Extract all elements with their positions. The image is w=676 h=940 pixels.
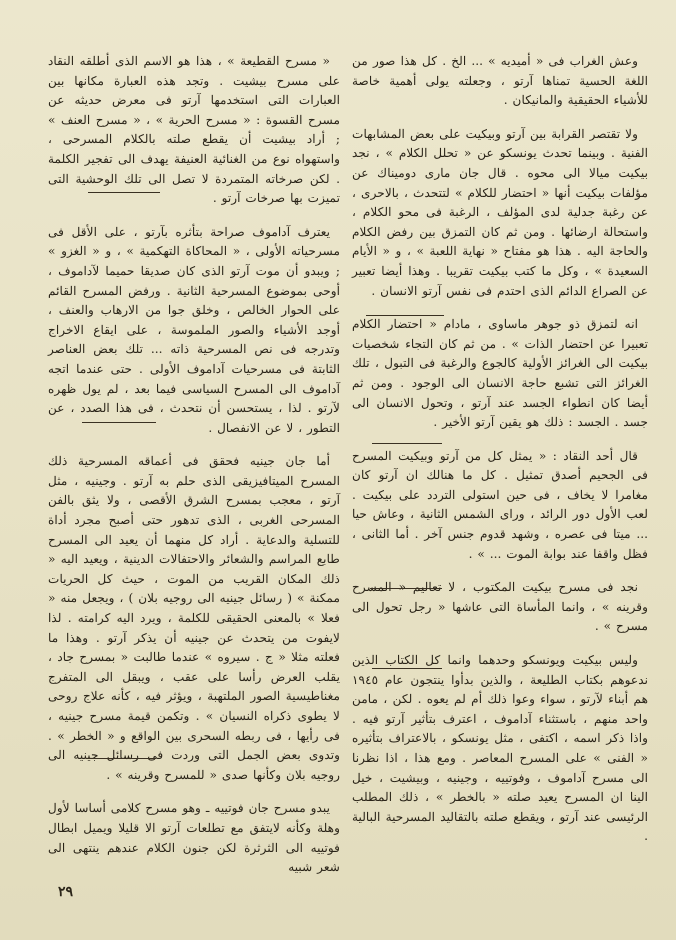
separator-rule	[82, 422, 156, 423]
left-paragraph-3: أما جان جينيه فحقق فى أعماقه المسرحية ذلك المسرح الميتافيزيقى الذى حلم به آرتو . وجينيه ، مثل آرتو ، معجب بمسرح الشرق الأقصى ، ولا يثق بالفن المسرحى الغربى ، الذى تدهور حتى أصبح مجرد أداة للتسلية والدعاية . أراد كل منهما أن يعيد الى المسرح طابع المراسم والشعائر والاحتفالات الدينية ، ويعيد اليه « ذلك المكان القريب من الموت ، حيث كل الحريات ممكنة » ( رسائل جينيه الى روجيه بلان ) ، ويجعل منه « فعلا » بالمعنى الحقيقى للكلمة ، ويرد اليه كرامته . لذا لايفوت من يتحدث عن جينيه أن يذكر آرتو . وهذا ما فعلته مثلا « ج . سيروه » عندما طالبت « بمسرح جاد ، يقلب العرض رأسا على عقب ، ويبقل الى المتفرج مغناطيسية الصور الملتهبة ، ويؤثر فيه ، كأنه علاج روحى لا يطوى ذكراه النسيان » . وتكمن قيمة مسرح جينيه ، فى رأيها ، فى ربطه السحرى بين الواقع و « الخطر » . وتدوى بعض الجمل التى وردت فى رسائل جينيه الى روجيه بلان وكأنها صدى « للمسرح وقرينه » .	[48, 454, 340, 782]
separator-rule	[366, 315, 444, 316]
separator-rule	[372, 443, 442, 444]
separator-rule	[370, 588, 442, 589]
separator-rule	[88, 192, 160, 193]
left-paragraph-1: « مسرح القطيعة » ، هذا هو الاسم الذى أطلقه النقاد على مسرح بيشيت . وتجد هذه العبارة مكانها بين العبارات التى استخدمها آرتو فى معرض حديثه عن مسرح القسوة : « مسرح الحرية » ، « مسرح العنف » ; أراد بيشيت أن يقطع صلته بالكلام المسرحى ، واستهواه نوع من الغنائية العنيفة يهدف الى تفجير الكلمة . لكن صرخاته المتمردة لا تصل الى تلك الوحشية التى تميزت بها صرخات آرتو .	[48, 54, 340, 206]
right-paragraph-3: انه لتمزق ذو جوهر ماساوى ، مادام « احتضار الكلام تعبيرا عن احتضار الذات » . من ثم كان التجاء شخصيات بيكيت الى الغرائز الأولية كالجوع والرغبة فى التبول ، تلك الغرائز التى تشبع حاجة الانسان الى الوجود . ومن ثم أيضا كان انطواء الجسد عند آرتو ، وتحول الانسان الى جسد . الجسد : ذلك هو يقين آرتو الأخير .	[352, 317, 648, 430]
left-paragraph-4: يبدو مسرح جان فوتييه ـ وهو مسرح كلامى أساسا لأول وهلة وكأنه لايتفق مع تطلعات آرتو الا قليلا ويميل ابطال فوتييه الى الثرثرة لكن جنون الكلام عندهم ينتهى الى شعر شبيه	[48, 801, 340, 875]
left-paragraph-2: يعترف آداموف صراحة بتأثره بآرتو ، على الأقل فى مسرحياته الأولى ، « المحاكاة التهكمية » ، و « الغزو » ; ويبدو أن موت آرتو الذى كان صديقا حميما لآداموف ، أوحى بموضوع المسرحية الثانية . ورفض المسرح القائم على الحوار الخالص ، وخلق جوا من الارهاب والعنف ، أوجد الأشياء والصور الملموسة ، على ايقاع الاخراج وتدرجه فى نص المسرحية ذاته ... تلك بعض العناصر الثابتة فى مسرحيات آداموف الأولى . حتى عندما اتجه آداموف الى المسرح السياسى فيما بعد ، لم يول ظهره لآرتو . لذا ، يستحسن أن نتحدث ، فى هذا الصدد ، عن التطور ، لا عن الانفصال .	[48, 224, 340, 435]
right-paragraph-4: قال أحد النقاد : « يمثل كل من آرتو وبيكيت المسرح فى الجحيم أصدق تمثيل . كل ما هنالك ان آرتو كان مغامرا لا يخاف ، فى حين استولى التردد على بيكيت . لعب الأول دور الرائد ، وراى الشمس الثانية ، وعاش حيا ... ميتا فى عصره ، وشهد قدوم جنس آخر . أما الثانى ، فظل واقفا عند بوابة الموت ... » .	[352, 448, 648, 561]
right-column	[352, 52, 648, 861]
right-paragraph-6: وليس بيكيت ويونسكو وحدهما وانما كل الكتاب الذين ندعوهم بكتاب الطليعة ، والذين بدأوا ينتجون عام ١٩٤٥ هم أبناء لآرتو ، سواء وعوا ذلك أم لم يعوه . لكن ، مامن واحد منهم ، باستثناء آداموف ، اعترف بتأثير آرتو فيه . واذا ذكر اسمه ، اكتفى ، مثل يونسكو ، بالاعتراف بتأثيره « الفنى » على المسرح المعاصر . ومع هذا ، اذا نظرنا الى مسرح آداموف ، وفوتييه ، وجينيه ، وبيشيت ، خيل الينا ان المسرح يعيد صلته « بالخطر » ، ذلك المطلب الرئيسى عند آرتو ، ويقطع صلته بالتقاليد المسرحية البالية .	[352, 653, 648, 844]
right-paragraph-5: نجد فى مسرح بيكيت المكتوب ، لا تعاليم « المسرح وقرينه » ، وانما المأساة التى عاشها « رجل تحول الى مسرح » .	[352, 580, 648, 634]
right-paragraph-2: ولا تقتصر القرابة بين آرتو وبيكيت على بعض المشابهات الفنية . وبينما تحدث يونسكو عن « تحلل الكلام » ، نجد بيكيت ميالا الى محوه . قال جان مارى دوميناك عن مؤلفات بيكيت أنها « احتضار للكلام » لتتحدث ، بالاحرى ، عن رغبة جدلية لدى المؤلف ، الرغبة فى محو الكلام ، واستحالة ارضائها . ومن ثم كان التمزق بين رفض الكلام والحاجة اليه . هذا هو مفتاح « نهاية اللعبة » ، و « الأيام السعيدة » ، وكل ما كتب بيكيت تقريبا . وهذا أيضا تعبير عن الصراع الدائم الذى احتدم فى نفس آرتو الانسان .	[352, 126, 648, 298]
right-paragraph-1: وعش الغراب فى « أميديه » ... الخ . كل هذا صور من اللغة الحسية تمناها آرتو ، وجعلته يولى أهمية خاصة للأشياء الحقيقية والمانيكان .	[352, 54, 648, 108]
page-number: ٢٩	[58, 884, 74, 900]
separator-rule	[372, 668, 442, 669]
separator-rule	[86, 758, 156, 759]
